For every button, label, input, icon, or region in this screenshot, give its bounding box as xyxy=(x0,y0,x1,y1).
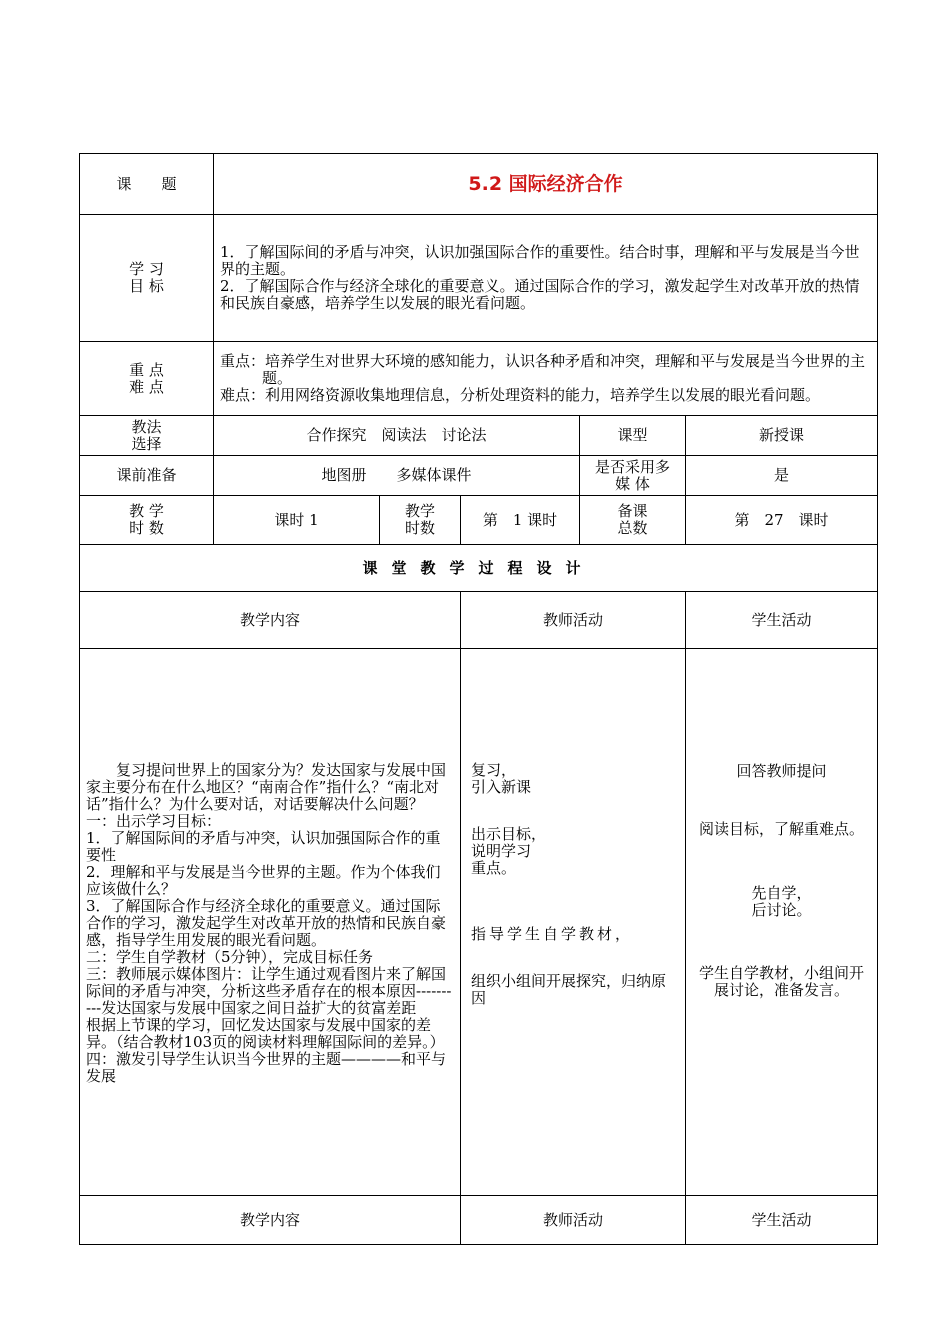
footer-col-teacher: 教师活动 xyxy=(461,1196,686,1245)
teacher-activity: 复习， 引入新课 出示目标， 说明学习 重点。 指导学生自学教材， 组织小组间开展探究，归纳原因 xyxy=(461,649,686,1196)
total-value: 第 27 课时 xyxy=(686,496,878,545)
topic-label: 课 题 xyxy=(80,154,214,215)
col-teacher-header: 教师活动 xyxy=(461,592,686,649)
prep-label: 课前准备 xyxy=(80,456,214,496)
col-student-header: 学生活动 xyxy=(686,592,878,649)
lesson-title: 5.2 国际经济合作 xyxy=(214,154,878,215)
media-value: 是 xyxy=(686,456,878,496)
hours-value: 课时 1 xyxy=(214,496,380,545)
student-activity: 回答教师提问 阅读目标，了解重难点。 先自学， 后讨论。 学生自学教材，小组间开展讨论，准备发言。 xyxy=(686,649,878,1196)
footer-col-student: 学生活动 xyxy=(686,1196,878,1245)
hours2-value: 第 1 课时 xyxy=(461,496,580,545)
footer-col-content: 教学内容 xyxy=(80,1196,461,1245)
goals-text: 1．了解国际间的矛盾与冲突，认识加强国际合作的重要性。结合时事，理解和平与发展是当今世界的主题。 2．了解国际合作与经济全球化的重要意义。通过国际合作的学习，激发起学生对改革开放的热情和民族自豪感，培养学生以发展的眼光看问题。 xyxy=(214,215,878,342)
process-heading: 课堂教学过程设计 xyxy=(80,545,878,592)
method-value: 合作探究 阅读法 讨论法 xyxy=(214,416,580,456)
teaching-content: 复习提问世界上的国家分为？发达国家与发展中国家主要分布在什么地区？“南南合作”指什么？“南北对话”指什么？为什么要对话，对话要解决什么问题？ 一：出示学习目标： 1．了解国际间的矛盾与冲突，认识加强国际合作的重要性 2．理解和平与发展是当今世界的主题。作为个体我们应该做什么？ 3．了解国际合作与经济全球化的重要意义。通过国际合作的学习，激发起学生对改革开放的热情和民族自豪感，指导学生用发展的眼光看问题。 二：学生自学教材（5分钟），完成目标任务 三：教师展示媒体图片：让学生通过观看图片来了解国际间的矛盾与冲突，分析这些矛盾存在的根本原因----------发达国家与发展中国家之间日益扩大的贫富差距 根据上节课的学习，回忆发达国家与发展中国家的差异。（结合教材103页的阅读材料理解国际间的差异。） 四：激发引导学生认识当今世界的主题————和平与发展 xyxy=(80,649,461,1196)
lesson-plan-table xyxy=(79,153,878,1245)
hours2-label: 教学 时数 xyxy=(380,496,461,545)
hours-label: 教 学 时 数 xyxy=(80,496,214,545)
goals-label: 学 习 目 标 xyxy=(80,215,214,342)
prep-value: 地图册 多媒体课件 xyxy=(214,456,580,496)
type-label: 课型 xyxy=(580,416,686,456)
col-content-header: 教学内容 xyxy=(80,592,461,649)
type-value: 新授课 xyxy=(686,416,878,456)
media-label: 是否采用多 媒 体 xyxy=(580,456,686,496)
key-points-label: 重 点 难 点 xyxy=(80,342,214,416)
total-label: 备课 总数 xyxy=(580,496,686,545)
method-label: 教法 选择 xyxy=(80,416,214,456)
key-points-text: 重点：培养学生对世界大环境的感知能力，认识各种矛盾和冲突，理解和平与发展是当今世界的主题。 难点：利用网络资源收集地理信息，分析处理资料的能力，培养学生以发展的眼光看问题。 xyxy=(214,342,878,416)
